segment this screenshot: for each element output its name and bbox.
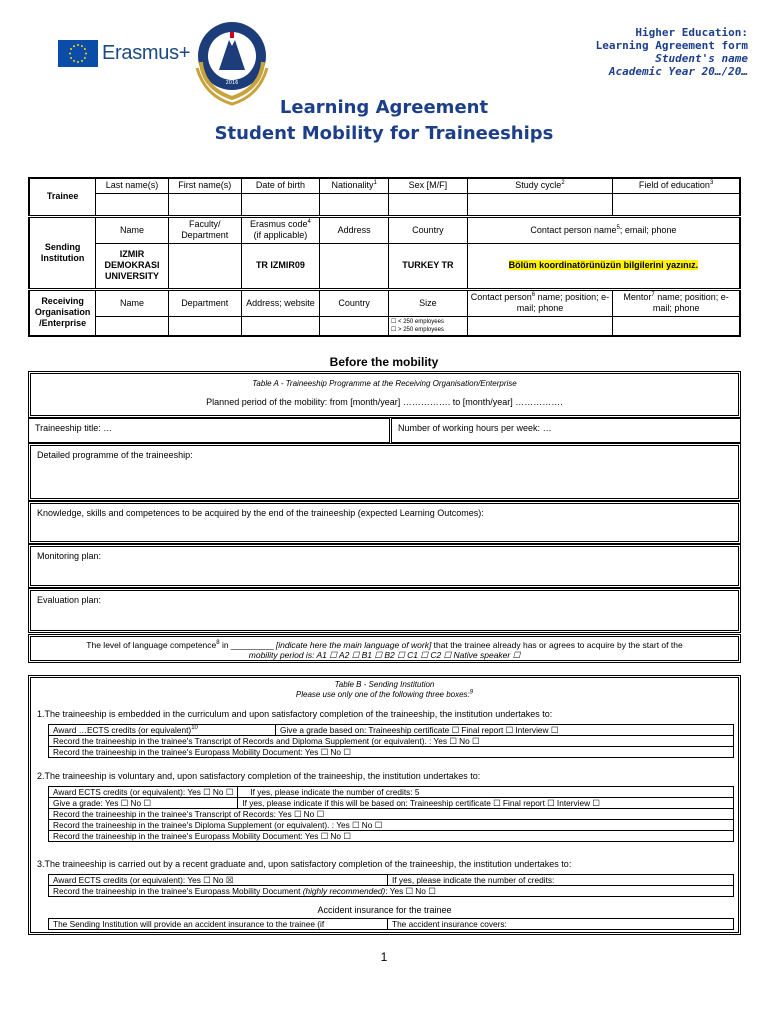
option-3-table xyxy=(48,874,734,897)
sending-erasmus-code-value: TR IZMIR09 xyxy=(241,243,320,289)
option-1-europass[interactable]: Record the traineeship in the trainee's Europass Mobility Document: Yes ☐ No ☐ xyxy=(49,747,734,758)
evaluation-plan-field[interactable] xyxy=(28,588,741,633)
col-header: Erasmus code$^4$ (if applicable) xyxy=(241,216,320,243)
option-2-ects[interactable]: Award ECTS credits (or equivalent): Yes ☐ No ☐ xyxy=(49,787,238,798)
col-header: Mentor$^7$ name; position; e-mail; phone xyxy=(613,289,740,316)
traineeship-title-field[interactable] xyxy=(28,418,390,443)
option-3-europass[interactable]: Record the traineeship in the trainee's Europass Mobility Document (highly recommended): Yes ☐ No ☐ xyxy=(49,886,734,897)
page-subtitle: Student Mobility for Traineeships xyxy=(214,123,554,144)
receiving-mentor-field[interactable] xyxy=(613,316,740,336)
option-1-transcript[interactable]: Record the traineeship in the trainee's Transcript of Records and Diploma Supplement (or equivalent). : Yes ☐ No ☐ xyxy=(49,736,734,747)
table-b-title: Table B - Sending Institution xyxy=(334,680,435,689)
col-header: Last name(s) xyxy=(96,178,169,193)
col-header: Address xyxy=(320,216,389,243)
header-form-info xyxy=(596,26,748,78)
accident-insurance-covers[interactable]: The accident insurance covers: xyxy=(388,919,734,930)
col-header: Study cycle$^2$ xyxy=(467,178,612,193)
header-line: Learning Agreement form xyxy=(595,39,748,52)
option-1-ects[interactable]: Award …ECTS credits (or equivalent)$^{10}$ xyxy=(49,725,276,736)
option-2-credits[interactable]: If yes, please indicate the number of credits: 5 xyxy=(246,787,733,798)
sending-name-value: IZMIR DEMOKRASI UNIVERSITY xyxy=(96,243,169,289)
option-2-grade-basis[interactable]: If yes, please indicate if this will be based on: Traineeship certificate ☐ Final report ☐ Interview ☐ xyxy=(238,798,734,809)
svg-text:2016: 2016 xyxy=(225,80,239,86)
accident-insurance-table xyxy=(48,918,734,930)
col-header: Department xyxy=(168,289,241,316)
table-a-title: Table A - Traineeship Programme at the Receiving Organisation/Enterprise xyxy=(252,379,517,388)
option-1-text: 1.The traineeship is embedded in the curriculum and upon satisfactory completion of the traineeship, the institution undertakes to: xyxy=(37,709,553,719)
knowledge-label: Knowledge, skills and competences to be acquired by the end of the traineeship (expected Learning Outcomes): xyxy=(37,508,484,518)
trainee-nationality-field[interactable] xyxy=(320,193,389,216)
col-header: Date of birth xyxy=(241,178,320,193)
erasmus-logo xyxy=(58,40,190,68)
sending-country-value: TURKEY TR xyxy=(389,243,468,289)
sending-contact-value: Bölüm koordinatörünüzün bilgilerini yazınız. xyxy=(467,243,740,289)
size-option-large[interactable]: ☐ > 250 employees xyxy=(391,326,444,333)
col-header: Size xyxy=(389,289,468,316)
col-header: Name xyxy=(96,289,169,316)
trainee-first-name-field[interactable] xyxy=(168,193,241,216)
university-seal xyxy=(191,18,273,108)
accident-insurance-title: Accident insurance for the trainee xyxy=(317,905,452,915)
trainee-last-name-field[interactable] xyxy=(96,193,169,216)
evaluation-plan-label: Evaluation plan: xyxy=(37,595,102,605)
header-line: Higher Education: xyxy=(635,26,748,39)
col-header: Contact person$^6$ name; position; e-mail; phone xyxy=(467,289,612,316)
eu-flag-icon xyxy=(58,40,98,67)
header-line: Student's name xyxy=(655,52,748,65)
table-b-subtitle: Please use only one of the following three boxes:$^9$ xyxy=(295,689,474,699)
working-hours-field[interactable] xyxy=(391,418,741,443)
option-1-grade[interactable]: Give a grade based on: Traineeship certificate ☐ Final report ☐ Interview ☐ xyxy=(276,725,734,736)
col-header: Name xyxy=(96,216,169,243)
col-header: Country xyxy=(389,216,468,243)
option-2-table xyxy=(48,786,734,842)
page-number: 1 xyxy=(380,950,388,964)
traineeship-title-label: Traineeship title: … xyxy=(35,423,113,433)
col-header: Faculty/ Department xyxy=(168,216,241,243)
monitoring-plan-label: Monitoring plan: xyxy=(37,551,102,561)
receiving-name-field[interactable] xyxy=(96,316,169,336)
col-header: Field of education$^3$ xyxy=(613,178,740,193)
language-competence[interactable] xyxy=(28,634,741,663)
header-line: Academic Year 20…/20… xyxy=(608,65,748,78)
receiving-size-options[interactable] xyxy=(389,316,468,336)
option-3-text: 3.The traineeship is carried out by a recent graduate and, upon satisfactory completion of the traineeship, the institution undertakes to: xyxy=(37,859,572,869)
trainee-sex-field[interactable] xyxy=(389,193,468,216)
section-title: Before the mobility xyxy=(329,355,439,369)
receiving-contact-field[interactable] xyxy=(467,316,612,336)
option-2-transcript[interactable]: Record the traineeship in the trainee's Transcript of Records: Yes ☐ No ☐ xyxy=(49,809,734,820)
option-1-table xyxy=(48,724,734,758)
option-3-credits[interactable]: If yes, please indicate the number of credits: xyxy=(388,875,734,886)
col-header: Sex [M/F] xyxy=(389,178,468,193)
col-header: Address; website xyxy=(241,289,320,316)
option-3-ects[interactable]: Award ECTS credits (or equivalent): Yes ☐ No ☒ xyxy=(49,875,388,886)
language-level-options[interactable]: mobility period is: A1 ☐ A2 ☐ B1 ☐ B2 ☐ C1 ☐ C2 ☐ Native speaker ☐ xyxy=(248,650,521,660)
trainee-field-of-education-field[interactable] xyxy=(613,193,740,216)
trainee-study-cycle-field[interactable] xyxy=(467,193,612,216)
col-header: Contact person name$^5$; email; phone xyxy=(467,216,740,243)
parties-table xyxy=(28,177,741,337)
language-line-1: The level of language competence$^8$ in _________ [indicate here the main language of work] that the trainee already has or agrees to acquire by the start of the xyxy=(86,640,683,650)
trainee-dob-field[interactable] xyxy=(241,193,320,216)
col-header: Nationality$^1$ xyxy=(320,178,389,193)
sending-address-field[interactable] xyxy=(320,243,389,289)
sending-faculty-field[interactable] xyxy=(168,243,241,289)
receiving-department-field[interactable] xyxy=(168,316,241,336)
col-header: Country xyxy=(320,289,389,316)
option-2-diploma[interactable]: Record the traineeship in the trainee's Diploma Supplement (or equivalent). : Yes ☐ No ☐ xyxy=(49,820,734,831)
receiving-address-field[interactable] xyxy=(241,316,320,336)
monitoring-plan-field[interactable] xyxy=(28,544,741,588)
col-header: First name(s) xyxy=(168,178,241,193)
receiving-country-field[interactable] xyxy=(320,316,389,336)
detailed-programme-field[interactable] xyxy=(28,443,741,501)
size-option-small[interactable]: ☐ < 250 employees xyxy=(391,318,444,325)
table-a-header xyxy=(28,371,741,418)
detailed-programme-label: Detailed programme of the traineeship: xyxy=(37,450,193,460)
option-2-text: 2.The traineeship is voluntary and, upon satisfactory completion of the traineeship, the institution undertakes to: xyxy=(37,771,481,781)
sending-label: Sending Institution xyxy=(29,216,96,289)
trainee-label: Trainee xyxy=(29,178,96,216)
option-2-europass[interactable]: Record the traineeship in the trainee's Europass Mobility Document: Yes ☐ No ☐ xyxy=(49,831,734,842)
planned-period[interactable]: Planned period of the mobility: from [month/year] ……………. to [month/year] ……………. xyxy=(206,397,563,407)
page-title: Learning Agreement xyxy=(279,97,489,118)
accident-insurance-provider[interactable]: The Sending Institution will provide an accident insurance to the trainee (if xyxy=(49,919,388,930)
knowledge-field[interactable] xyxy=(28,501,741,544)
option-2-grade[interactable]: Give a grade: Yes ☐ No ☐ xyxy=(49,798,238,809)
erasmus-text: Erasmus+ xyxy=(102,42,191,64)
working-hours-label: Number of working hours per week: … xyxy=(398,423,552,433)
receiving-label: Receiving Organisation /Enterprise xyxy=(29,289,96,336)
